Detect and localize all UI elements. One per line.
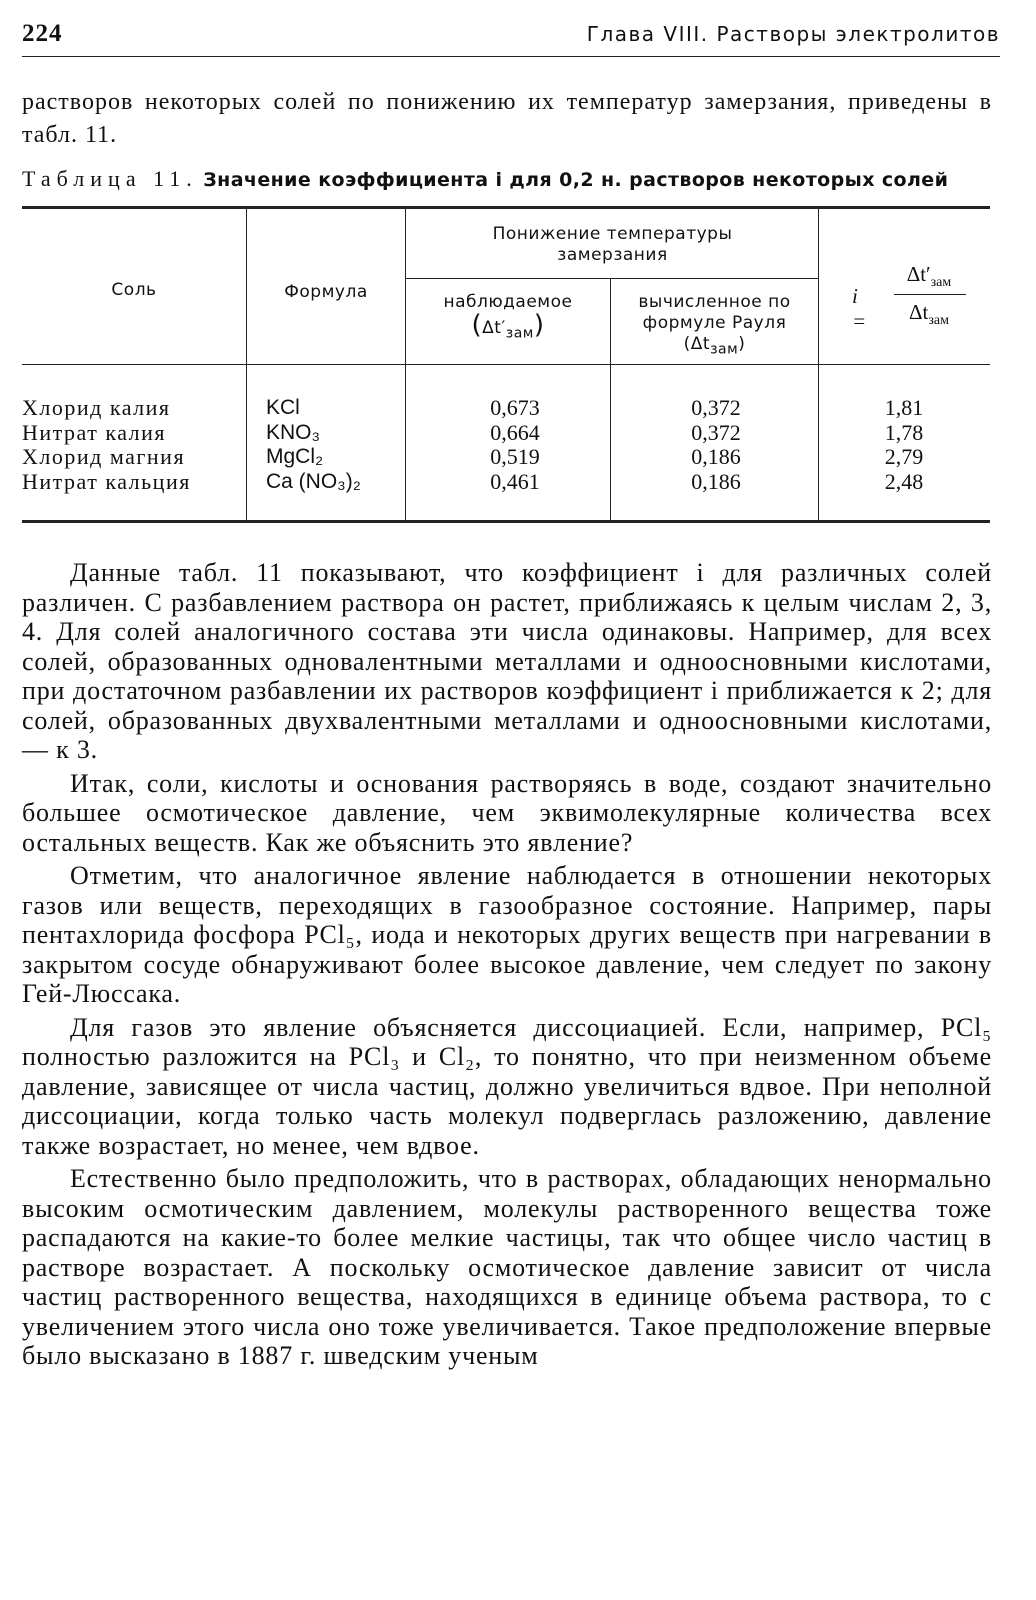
cell-i: 1,78	[884, 419, 924, 445]
table-bottom-rule	[22, 520, 990, 523]
header-rule	[22, 56, 1000, 57]
table-top-rule	[22, 206, 990, 209]
cell-calculated: 0,372	[691, 419, 741, 445]
ratio-denominator: $\Delta t_{зам}$	[909, 300, 949, 329]
cell-observed: 0,461	[490, 468, 540, 494]
cell-salt: Хлорид магния	[22, 444, 186, 469]
header-salt: Соль	[111, 280, 157, 300]
cell-formula: Ca (NO₃)₂	[266, 469, 361, 493]
page-number: 224	[22, 20, 63, 47]
paragraph: Итак, соли, кислоты и основания растворяясь в воде, создают значительно большее осмотическое давление, чем эквимолекулярные количества всех остальных веществ. Как же объяснить это явление?	[22, 768, 992, 857]
cell-salt: Нитрат калия	[22, 419, 167, 445]
table-caption-title: Значение коэффициента i для 0,2 н. растворов некоторых солей	[203, 169, 949, 191]
cell-formula: KNO₃	[266, 420, 321, 444]
ratio-bar	[894, 294, 966, 295]
table-caption	[22, 166, 1000, 192]
paragraph: Для газов это явление объясняется диссоциацией. Если, например, PCl₅ полностью разложится на PCl₃ и Cl₂, то понятно, что при неизменном объеме давление, зависящее от числа частиц, должно увеличиться вдвое. При неполной диссоциации, когда только часть молекул подверглась разложению, давление также возрастает, но менее, чем вдвое.	[22, 1012, 992, 1160]
intro-paragraph: растворов некоторых солей по понижению их температур замерзания, приведены в табл. 11.	[22, 89, 992, 148]
cell-observed: 0,664	[490, 419, 540, 445]
cell-salt: Нитрат кальция	[22, 468, 191, 494]
paragraph: Отметим, что аналогичное явление наблюдается в отношении некоторых газов или веществ, переходящих в газообразное состояние. Например, пары пентахлорида фосфора PCl₅, иода и некоторых других веществ при нагревании в закрытом сосуде обнаруживают более высокое давление, чем следует по закону Гей-Люссака.	[22, 861, 992, 1008]
column-formula	[266, 396, 361, 494]
cell-calculated: 0,186	[691, 444, 741, 469]
header-observed	[406, 292, 610, 344]
header-observed-symbol: $(\Delta t'_{зам})$	[471, 310, 545, 342]
paragraph: Данные табл. 11 показывают, что коэффициент i для различных солей различен. С разбавлением раствора он растет, приближаясь к целым числам 2, 3, 4. Для солей аналогичного состава эти числа одинаковы. Например, для всех солей, образованных одновалентными металлами и одноосновными кислотами, при достаточном разбавлении их растворов коэффициент i приближается к 2; для солей, образованных двухвалентными металлами и одноосновными кислотами, — к 3.	[22, 558, 992, 764]
body-text	[22, 558, 992, 1371]
cell-i: 2,79	[884, 444, 924, 469]
ratio-numerator: $\Delta t'_{зам}$	[906, 262, 952, 291]
header-calculated	[611, 292, 818, 360]
table-group-rule	[405, 278, 818, 279]
column-salt	[22, 396, 191, 494]
cell-formula: MgCl₂	[266, 445, 324, 468]
column-calculated	[656, 396, 776, 494]
header-formula: Формула	[284, 282, 368, 302]
cell-observed: 0,519	[490, 444, 540, 469]
table-header-rule	[22, 364, 990, 365]
header-calculated-label: вычисленное по формуле Рауля	[638, 292, 791, 333]
cell-formula: KCl	[266, 396, 300, 419]
cell-salt: Хлорид калия	[22, 395, 171, 420]
cell-calculated: 0,186	[691, 468, 741, 494]
column-observed	[455, 396, 575, 494]
cell-observed: 0,673	[490, 395, 540, 420]
cell-i: 1,81	[884, 395, 924, 420]
header-calculated-symbol: $(\Delta t_{зам})$	[683, 334, 746, 358]
header-lowering-group: Понижение температуры замерзания	[492, 224, 733, 265]
column-i-coefficient	[844, 396, 964, 494]
header-observed-label: наблюдаемое	[443, 292, 573, 312]
cell-calculated: 0,372	[691, 395, 741, 420]
ratio-lhs: i =	[852, 284, 867, 333]
table-caption-lead: Таблица 11.	[22, 166, 198, 191]
cell-i: 2,48	[884, 468, 924, 494]
page-header	[22, 18, 1000, 54]
running-title: Глава VIII. Растворы электролитов	[586, 22, 1000, 46]
paragraph: Естественно было предположить, что в растворах, обладающих ненормально высоким осмотическим давлением, молекулы растворенного вещества тоже распадаются на какие-то более мелкие частицы, так что общее число частиц в растворе возрастает. А поскольку осмотическое давление зависит от числа частиц растворенного вещества, находящихся в единице объема раствора, то с увеличением этого числа оно тоже увеличивается. Такое предположение впервые было высказано в 1887 г. шведским ученым	[22, 1164, 992, 1370]
